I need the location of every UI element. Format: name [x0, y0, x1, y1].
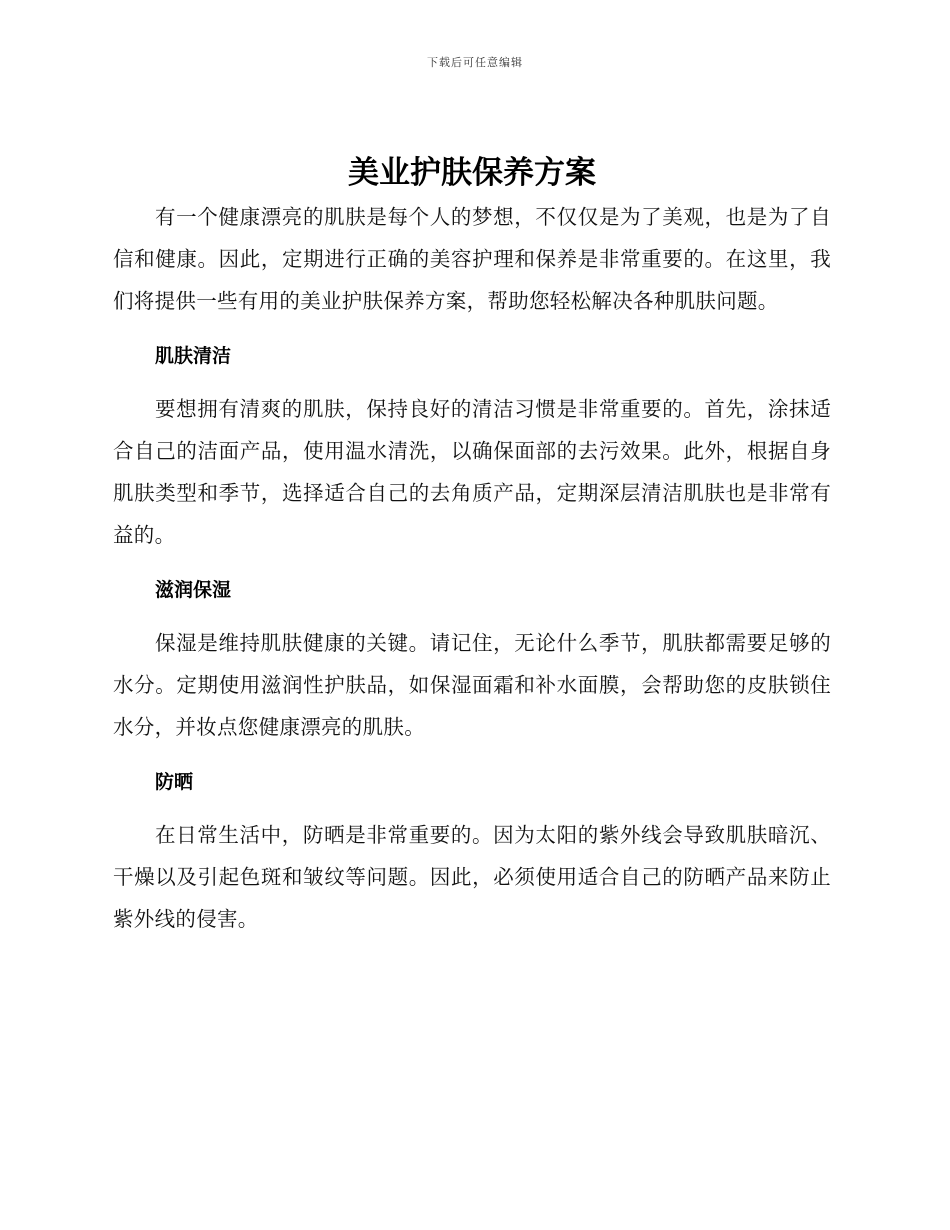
section-body-sun-protection: 在日常生活中，防晒是非常重要的。因为太阳的紫外线会导致肌肤暗沉、干燥以及引起色斑和皱纹等问题。因此，必须使用适合自己的防晒产品来防止紫外线的侵害。: [113, 823, 831, 931]
section-heading-cleansing: 肌肤清洁: [155, 345, 232, 367]
document-content: [113, 150, 831, 940]
header-note: 下载后可任意编辑: [427, 56, 523, 69]
section-heading-moisturizing: 滋润保湿: [155, 579, 232, 601]
section-body-cleansing: 要想拥有清爽的肌肤，保持良好的清洁习惯是非常重要的。首先，涂抹适合自己的洁面产品，使用温水清洗，以确保面部的去污效果。此外，根据自身肌肤类型和季节，选择适合自己的去角质产品，定期深层清洁肌肤也是非常有益的。: [113, 397, 831, 547]
section-heading-sun-protection: 防晒: [155, 771, 194, 793]
section-body-moisturizing: 保湿是维持肌肤健康的关键。请记住，无论什么季节，肌肤都需要足够的水分。定期使用滋润性护肤品，如保湿面霜和补水面膜，会帮助您的皮肤锁住水分，并妆点您健康漂亮的肌肤。: [113, 631, 831, 739]
intro-paragraph: 有一个健康漂亮的肌肤是每个人的梦想，不仅仅是为了美观，也是为了自信和健康。因此，定期进行正确的美容护理和保养是非常重要的。在这里，我们将提供一些有用的美业护肤保养方案，帮助您轻松解决各种肌肤问题。: [113, 205, 831, 313]
document-title: 美业护肤保养方案: [348, 155, 596, 191]
